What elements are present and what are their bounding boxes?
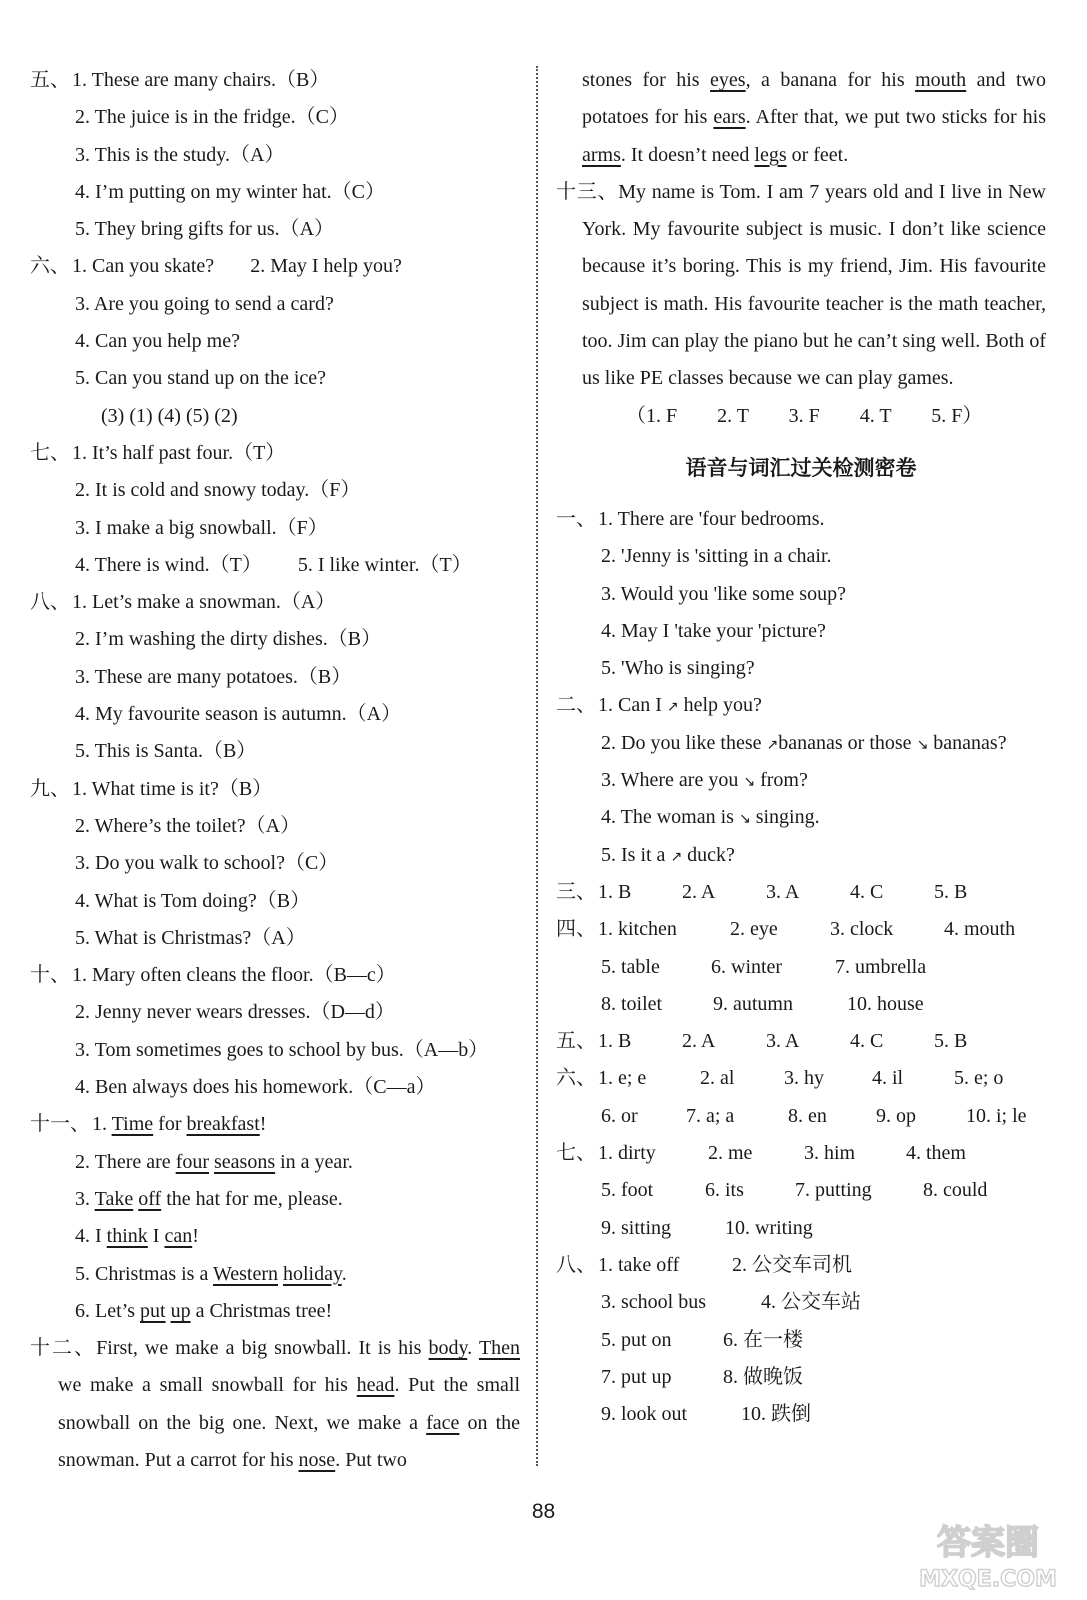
p4-row-1: 四、 1. kitchen 2. eye 3. clock 4. mouth <box>556 918 1016 941</box>
rising-intonation-icon: ↗ <box>766 736 779 753</box>
s9-line-4: 4. What is Tom doing?（B） <box>75 889 311 912</box>
p7-row-3: 9. sitting 10. writing <box>601 1216 813 1239</box>
p2-line-1: 二、 1. Can I ↗ help you? <box>556 687 1046 724</box>
p2-line-2: 2. Do you like these ↗bananas or those ↘ bananas? <box>556 725 1046 762</box>
p3-line: 三、 1. B 2. A 3. A 4. C 5. B <box>556 880 968 903</box>
s6-line-2: 3. Are you going to send a card? <box>75 292 334 315</box>
s5-line-3: 3. This is the study.（A） <box>75 143 285 166</box>
s8-line-4: 4. My favourite season is autumn.（A） <box>75 703 402 726</box>
s9-line-3: 3. Do you walk to school?（C） <box>75 852 339 875</box>
s9-line-1: 九、 1. What time is it?（B） <box>30 777 273 800</box>
falling-intonation-icon: ↘ <box>743 774 756 791</box>
p7-row-1: 七、 1. dirty 2. me 3. him 4. them <box>556 1142 966 1165</box>
svg-text:答案圈: 答案圈 <box>937 1523 1039 1563</box>
watermark-logo <box>913 1516 1063 1594</box>
s13-answers: （1. F 2. T 3. F 4. T 5. F） <box>626 404 983 427</box>
s11-line-1: 十一、 1. Time for breakfast! <box>30 1113 267 1136</box>
p2-line-5: 5. Is it a ↗ duck? <box>556 837 1046 874</box>
s11-line-5: 5. Christmas is a Western holiday. <box>75 1262 347 1285</box>
s12-paragraph: 十二、First, we make a big snowball. It is his body. Then we make a small snowball for his head. Put the small snowball on the big one. Next, we make a face on the snowman. Put a carrot for his nose. Put two <box>30 1337 521 1471</box>
s11-line-3: 3. Take off the hat for me, please. <box>75 1187 343 1210</box>
s7-line-4: 4. There is wind.（T） 5. I like winter.（T） <box>75 553 472 576</box>
s5-line-1: 五、 1. These are many chairs.（B） <box>30 69 330 91</box>
s8-line-3: 3. These are many potatoes.（B） <box>75 665 352 688</box>
s8-line-1: 八、 1. Let’s make a snowman.（A） <box>30 591 336 614</box>
s7-line-2: 2. It is cold and snowy today.（F） <box>75 479 361 502</box>
s13-paragraph: 十三、My name is Tom. I am 7 years old and I live in New York. My favourite subject is music. I don’t like science because it’s boring. This is my friend, Jim. His favourite subject is math. His favourite teacher is the math teacher, too. Jim can play the piano but he can’t sing well. Both of us like PE classes because we can play games. <box>556 180 1047 390</box>
s9-line-2: 2. Where’s the toilet?（A） <box>75 814 301 837</box>
falling-intonation-icon: ↘ <box>738 811 751 828</box>
s5-line-4: 4. I’m putting on my winter hat.（C） <box>75 180 385 203</box>
falling-intonation-icon: ↘ <box>916 736 929 753</box>
s10-line-3: 3. Tom sometimes goes to school by bus.（A—b） <box>75 1038 489 1061</box>
p1-line-2: 2. 'Jenny is 'sitting in a chair. <box>601 545 832 568</box>
s10-line-1: 十、 1. Mary often cleans the floor.（B—c） <box>30 964 396 987</box>
s12-continued: stones for his eyes, a banana for his mouth and two potatoes for his ears. After that, we put two sticks for his arms. It doesn’t need legs or feet. <box>582 69 1047 166</box>
section-heading: 语音与词汇过关检测密卷 <box>685 455 917 480</box>
p1-line-5: 5. 'Who is singing? <box>601 657 755 680</box>
right-column <box>556 62 1046 1433</box>
page-number: 88 <box>531 1500 556 1523</box>
p6-row-2: 6. or 7. a; a 8. en 9. op 10. i; le <box>601 1104 1027 1127</box>
s5-line-5: 5. They bring gifts for us.（A） <box>75 218 335 241</box>
s6-line-1: 六、 1. Can you skate? 2. May I help you? <box>30 255 402 278</box>
p2-line-4: 4. The woman is ↘ singing. <box>556 799 1046 836</box>
p2-line-3: 3. Where are you ↘ from? <box>556 762 1046 799</box>
column-divider <box>536 66 538 1466</box>
s5-line-2: 2. The juice is in the fridge.（C） <box>75 106 350 129</box>
p8-row-2: 3. school bus 4. 公交车站 <box>601 1291 861 1314</box>
s11-line-2: 2. There are four seasons in a year. <box>75 1150 353 1173</box>
left-column <box>30 62 520 1479</box>
s8-line-2: 2. I’m washing the dirty dishes.（B） <box>75 628 382 651</box>
p4-row-2: 5. table 6. winter 7. umbrella <box>601 955 927 978</box>
s11-line-6: 6. Let’s put up a Christmas tree! <box>75 1299 333 1322</box>
p8-row-5: 9. look out 10. 跌倒 <box>601 1403 811 1426</box>
rising-intonation-icon: ↗ <box>670 848 683 865</box>
svg-text:MXQE.COM: MXQE.COM <box>919 1567 1057 1592</box>
p6-row-1: 六、 1. e; e 2. al 3. hy 4. il 5. e; o <box>556 1067 1004 1090</box>
p1-line-3: 3. Would you 'like some soup? <box>601 582 846 605</box>
p8-row-3: 5. put on 6. 在一楼 <box>601 1328 803 1351</box>
p4-row-3: 8. toilet 9. autumn 10. house <box>601 992 924 1015</box>
s6-order: (3) (1) (4) (5) (2) <box>101 404 238 427</box>
p8-row-1: 八、 1. take off 2. 公交车司机 <box>556 1253 852 1276</box>
p1-line-1: 一、 1. There are 'four bedrooms. <box>556 507 825 530</box>
watermark-icon <box>913 1516 1063 1594</box>
rising-intonation-icon: ↗ <box>666 699 679 716</box>
s9-line-5: 5. What is Christmas?（A） <box>75 926 306 949</box>
p7-row-2: 5. foot 6. its 7. putting 8. could <box>601 1179 988 1202</box>
s7-line-1: 七、 1. It’s half past four.（T） <box>30 441 286 464</box>
s7-line-3: 3. I make a big snowball.（F） <box>75 516 328 539</box>
s11-line-4: 4. I think I can! <box>75 1225 199 1248</box>
p8-row-4: 7. put up 8. 做晚饭 <box>601 1365 803 1388</box>
s6-line-4: 5. Can you stand up on the ice? <box>75 367 327 390</box>
p1-line-4: 4. May I 'take your 'picture? <box>601 619 826 642</box>
s10-line-4: 4. Ben always does his homework.（C—a） <box>75 1076 436 1099</box>
s6-line-3: 4. Can you help me? <box>75 330 240 353</box>
s10-line-2: 2. Jenny never wears dresses.（D—d） <box>75 1001 395 1024</box>
s8-line-5: 5. This is Santa.（B） <box>75 740 257 763</box>
p5-line: 五、 1. B 2. A 3. A 4. C 5. B <box>556 1030 968 1053</box>
